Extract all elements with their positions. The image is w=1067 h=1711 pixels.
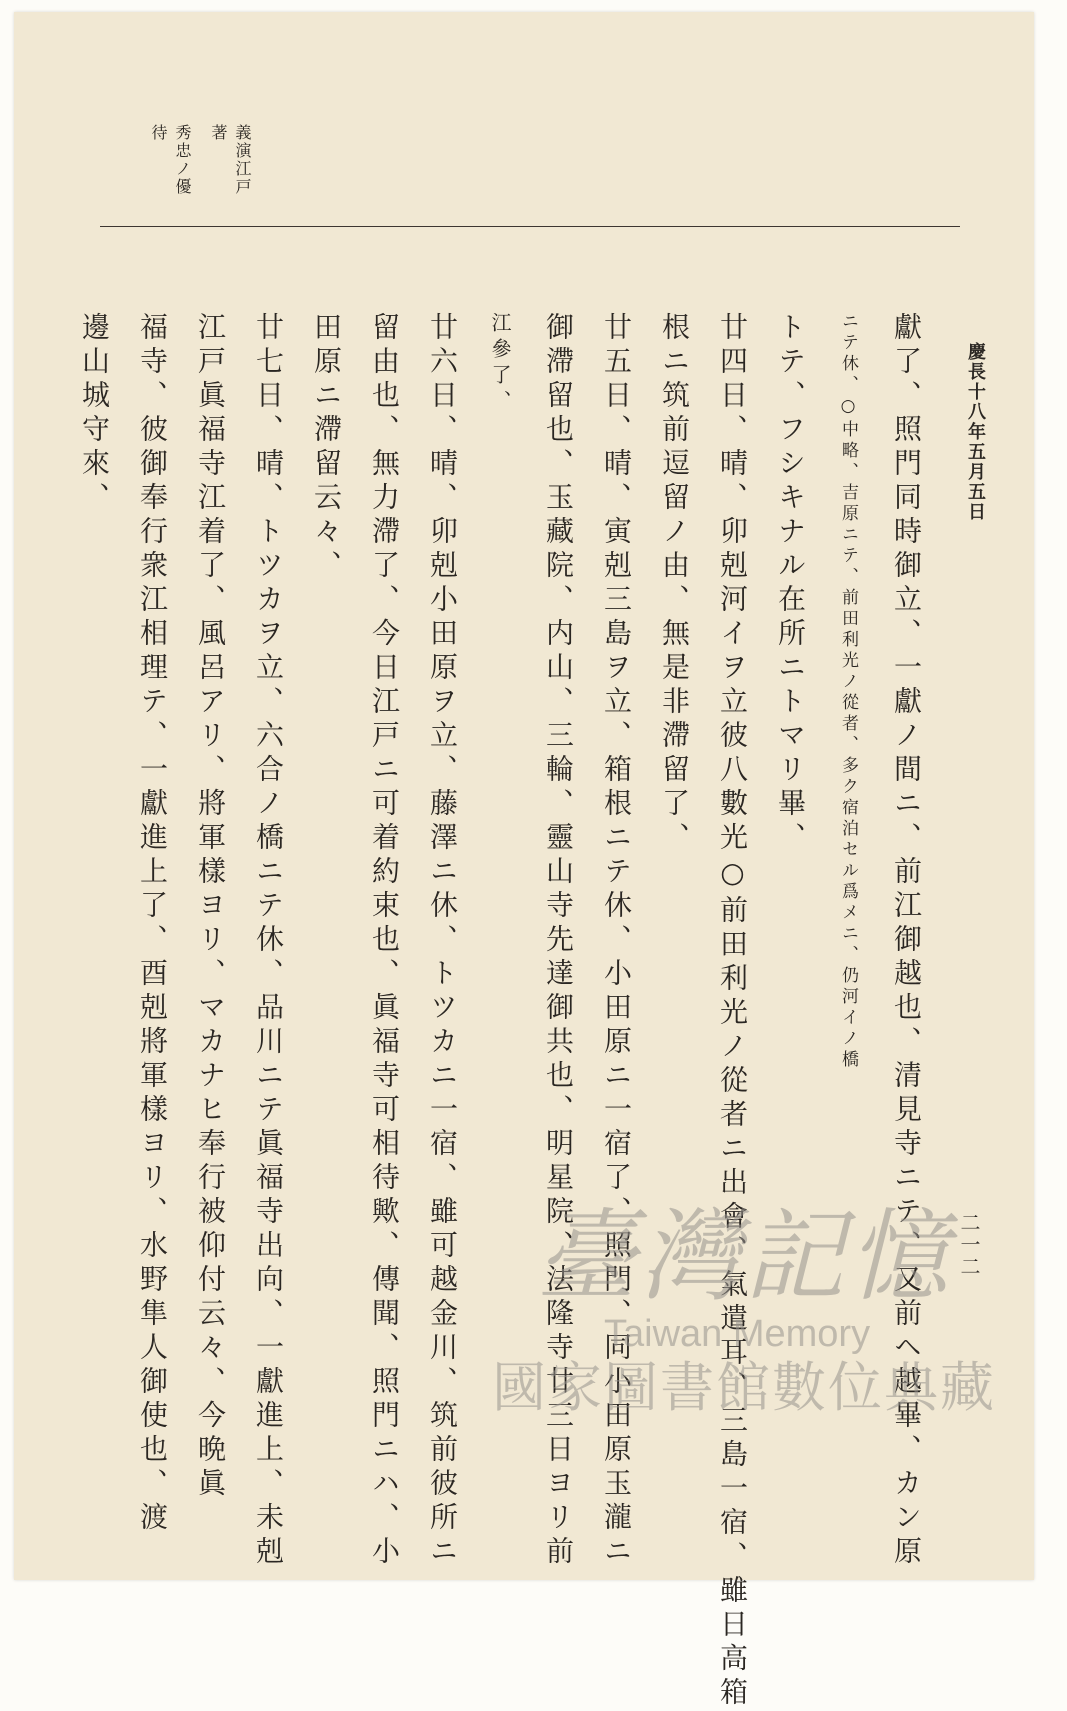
margin-note-line: 義演江戸 <box>233 124 252 196</box>
text-column: 江參了、 <box>488 312 512 416</box>
page-header-date: 慶長十八年五月五日 <box>965 342 986 522</box>
text-column: 廿五日、晴、寅剋三島ヲ立、箱根ニテ休、小田原ニ一宿了、照門、同小田原玉瀧ニ <box>600 312 633 1570</box>
text-column: 留由也、無力滯了、今日江戸ニ可着約束也、眞福寺可相待歟、傳聞、照門ニハ、小 <box>368 312 401 1570</box>
watermark-logo-text: 臺灣記憶 <box>536 1198 952 1315</box>
margin-note-line: 待 <box>149 124 168 142</box>
text-column: 廿六日、晴、卯剋小田原ヲ立、藤澤ニ休、トツカニ一宿、雖可越金川、筑前彼所ニ <box>426 312 459 1570</box>
margin-note-line: 秀忠ノ優 <box>173 124 192 196</box>
text-column: 廿四日、晴、卯剋河イヲ立彼八數光○前田利光ノ從者ニ出會、氣遣耳、三島一宿、雖日高箱 <box>716 312 749 1711</box>
text-column: 田原ニ滯留云々、 <box>310 312 343 584</box>
text-column: トテ、フシキナル在所ニトマリ畢、 <box>774 312 807 856</box>
watermark-english: Taiwan Memory <box>604 1313 871 1355</box>
text-column: 獻了、照門同時御立、一獻ノ間ニ、前江御越也、清見寺ニテ、又前ヘ越畢、カン原 <box>890 312 923 1570</box>
text-column: 江戸眞福寺江着了、風呂アリ、將軍樣ヨリ、マカナヒ奉行被仰付云々、今晩眞 <box>194 312 227 1502</box>
text-column: 御滯留也、玉藏院、内山、三輪、靈山寺先達御共也、明星院、法隆寺廿三日ヨリ前 <box>542 312 575 1570</box>
page-number: 二一二 <box>957 1212 981 1278</box>
text-column: 廿七日、晴、トツカヲ立、六合ノ橋ニテ休、品川ニテ眞福寺出向、一獻進上、未剋 <box>252 312 285 1570</box>
text-column: 福寺、彼御奉行衆江相理テ、一獻進上了、酉剋將軍樣ヨリ、水野隼人御使也、渡 <box>136 312 169 1536</box>
text-column: 邊山城守來、 <box>78 312 111 516</box>
header-rule <box>100 226 960 227</box>
library-watermark <box>484 1198 1004 1420</box>
text-column: ニテ休、○中略、吉原ニテ、前田利光ノ從者、多ク宿泊セル爲メニ、仍河イノ橋 <box>838 312 858 1071</box>
text-column: 根ニ筑前逗留ノ由、無是非滯留了、 <box>658 312 691 856</box>
document-page <box>14 12 1034 1711</box>
margin-note-line: 著 <box>209 124 228 142</box>
watermark-organization: 國家圖書館數位典藏 <box>492 1356 996 1419</box>
